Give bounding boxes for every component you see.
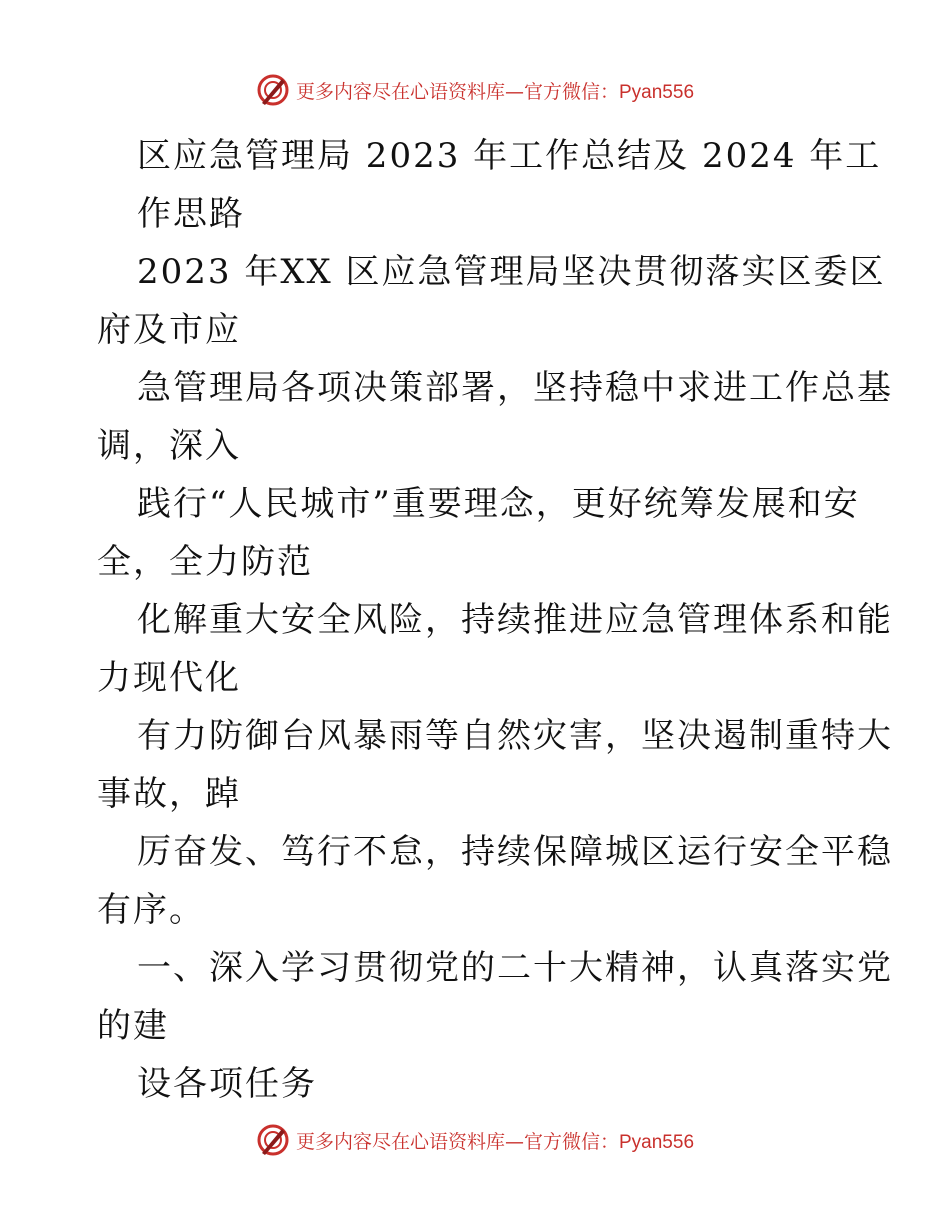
- header-banner: [0, 70, 950, 110]
- wechat-id: Pyan556: [619, 81, 695, 103]
- text-line: 厉奋发、笃行不怠，持续保障城区运行安全平稳: [137, 832, 893, 872]
- text-line: 府及市应: [97, 310, 241, 350]
- quill-logo-icon: [256, 73, 290, 107]
- banner-text: 更多内容尽在心语资料库—官方微信：Pyan556: [295, 1130, 695, 1153]
- text-line: 的建: [97, 1006, 169, 1046]
- text-line: 一、深入学习贯彻党的二十大精神，认真落实党: [137, 948, 893, 988]
- text-line: 急管理局各项决策部署，坚持稳中求进工作总基: [137, 368, 893, 408]
- footer-banner: [0, 1120, 950, 1160]
- text-line: 作思路: [137, 194, 245, 234]
- text-line: 事故，踔: [97, 774, 241, 814]
- text-line: 力现代化: [97, 658, 241, 698]
- text-line: 有序。: [97, 890, 205, 930]
- text-line: 有力防御台风暴雨等自然灾害，坚决遏制重特大: [137, 716, 893, 756]
- text-line: 践行“人民城市”重要理念，更好统筹发展和安: [137, 484, 860, 524]
- document-body: [97, 127, 893, 1113]
- text-line: 全，全力防范: [97, 542, 313, 582]
- text-line: 设各项任务: [137, 1064, 317, 1104]
- text-line: 2023 年XX 区应急管理局坚决贯彻落实区委区: [137, 252, 886, 292]
- quill-logo-icon: [256, 1123, 290, 1157]
- text-line: 调，深入: [97, 426, 241, 466]
- wechat-id: Pyan556: [619, 1131, 695, 1153]
- banner-text: 更多内容尽在心语资料库—官方微信：Pyan556: [295, 80, 695, 103]
- text-line: 化解重大安全风险，持续推进应急管理体系和能: [137, 600, 893, 640]
- text-line: 区应急管理局 2023 年工作总结及 2024 年工: [137, 136, 882, 176]
